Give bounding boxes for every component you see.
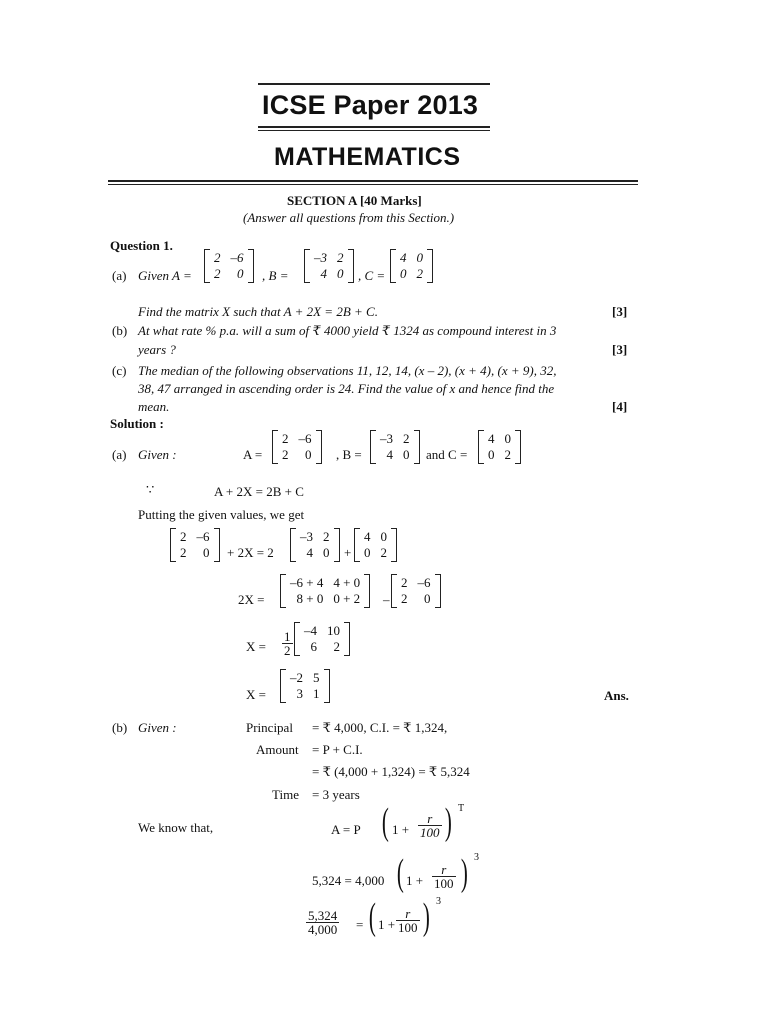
X-eq-1: X = — [246, 639, 266, 654]
question-label: Question 1. — [110, 238, 173, 253]
q-a-given: Given A = — [138, 268, 192, 283]
f2-lhs: 5,324 = 4,000 — [312, 873, 385, 888]
minus-sign: – — [383, 592, 390, 607]
s-matrix-X: –2 5 3 1 — [280, 669, 330, 703]
q-c-eq: , C = — [358, 268, 386, 283]
s-a-A-eq: A = — [243, 447, 263, 462]
q-matrix-A: 2 –6 2 0 — [204, 249, 254, 283]
f2-one-plus: 1 + — [406, 873, 424, 888]
f3-den: 4,000 — [308, 922, 338, 937]
f1-open-paren: ( — [381, 801, 389, 843]
principal-label: Principal — [246, 720, 293, 735]
f1-r: r — [418, 812, 442, 826]
subject-title: MATHEMATICS — [274, 143, 461, 171]
half-num: 1 — [284, 629, 291, 644]
f2-r: r — [432, 863, 456, 877]
q-b-eq: , B = — [262, 268, 289, 283]
s-matrix-A: 2 –6 2 0 — [272, 430, 322, 464]
s-a-B-eq: , B = — [336, 447, 362, 462]
f3-r: r — [396, 907, 420, 921]
header-rule-mid2 — [258, 130, 490, 131]
f1-close-paren: ) — [444, 801, 452, 843]
s-a-given: Given : — [138, 447, 177, 462]
f1-frac — [418, 812, 442, 839]
because-symbol: ∵ — [146, 482, 155, 497]
s-a-and-C: and C = — [426, 447, 468, 462]
time-label: Time — [272, 787, 299, 802]
amount-value-2: = ₹ (4,000 + 1,324) = ₹ 5,324 — [312, 764, 470, 779]
putting-text: Putting the given values, we get — [138, 507, 305, 522]
half-den: 2 — [284, 643, 291, 658]
header-rule-mid — [258, 126, 490, 128]
s-matrix-C: 4 0 0 2 — [478, 430, 521, 464]
q-b-text-1: At what rate % p.a. will a sum of ₹ 4000 yield ₹ 1324 as compound interest in 3 — [138, 323, 557, 338]
f3-100: 100 — [398, 920, 418, 935]
q-c-text-1: The median of the following observations 11, 12, 14, (x – 2), (x + 4), (x + 9), 32, — [138, 363, 557, 378]
s2-matrix-C: 4 0 0 2 — [354, 528, 397, 562]
header-rule-wide — [108, 180, 638, 182]
we-know: We know that, — [138, 820, 214, 835]
f2-close-paren: ) — [460, 852, 468, 894]
plus-sign: + — [344, 545, 352, 560]
s3-matrix-A: 2 –6 2 0 — [391, 574, 441, 608]
answer-marker: Ans. — [604, 688, 629, 703]
f1-100: 100 — [420, 825, 440, 840]
section-instruction: (Answer all questions from this Section.) — [243, 210, 455, 225]
f1-one-plus: 1 + — [392, 822, 410, 837]
f2-open-paren: ( — [396, 852, 404, 894]
f3-one-plus: 1 + — [378, 917, 396, 932]
f2-frac — [432, 863, 456, 890]
q-c-text-2: 38, 47 arranged in ascending order is 24. Find the value of x and hence find the — [138, 381, 555, 396]
plus-2x-eq: + 2X = 2 — [227, 545, 274, 560]
s2-matrix-B: –3 2 4 0 — [290, 528, 340, 562]
f3-frac — [396, 907, 420, 934]
q-b-text-2: years ? — [138, 342, 176, 357]
q-a-task: Find the matrix X such that A + 2X = 2B + C. — [138, 304, 378, 319]
half-fraction — [282, 630, 293, 657]
q-c-marks: [4] — [612, 399, 628, 414]
eq-main: A + 2X = 2B + C — [214, 484, 304, 499]
paper-title: ICSE Paper 2013 — [262, 90, 479, 120]
q-a-marks: [3] — [612, 304, 628, 319]
q-b-label: (b) — [112, 323, 128, 338]
s2-matrix-A: 2 –6 2 0 — [170, 528, 220, 562]
time-value: = 3 years — [312, 787, 360, 802]
section-heading: SECTION A [40 Marks] — [287, 193, 422, 208]
X-eq-2: X = — [246, 687, 266, 702]
amount-value: = P + C.I. — [312, 742, 363, 757]
header-rule-top — [258, 83, 490, 85]
s-matrix-B: –3 2 4 0 — [370, 430, 420, 464]
f3-eq: = — [356, 917, 364, 932]
s-matrix-half: –4 10 6 2 — [294, 622, 350, 656]
f3-close-paren: ) — [422, 896, 430, 938]
q-a-label: (a) — [112, 268, 127, 283]
solution-label: Solution : — [110, 416, 164, 431]
q-c-label: (c) — [112, 363, 127, 378]
header-rule-wide2 — [108, 184, 638, 185]
q-c-text-3: mean. — [138, 399, 170, 414]
q-matrix-B: –3 2 4 0 — [304, 249, 354, 283]
f1-exponent: T — [458, 803, 465, 814]
s-a-label: (a) — [112, 447, 127, 462]
s-matrix-sum: –6 + 4 4 + 0 8 + 0 0 + 2 — [280, 574, 370, 608]
s-b-given: Given : — [138, 720, 177, 735]
f2-100: 100 — [434, 876, 454, 891]
s-b-label: (b) — [112, 720, 128, 735]
f3-num: 5,324 — [308, 908, 338, 923]
f3-exponent: 3 — [436, 896, 441, 907]
principal-value: = ₹ 4,000, C.I. = ₹ 1,324, — [312, 720, 448, 735]
f3-open-paren: ( — [368, 896, 376, 938]
q-b-marks: [3] — [612, 342, 628, 357]
f2-exponent: 3 — [474, 852, 479, 863]
amount-label: Amount — [256, 742, 299, 757]
f1-lhs: A = P — [331, 822, 361, 837]
f3-fraction — [306, 909, 339, 936]
twoX-eq: 2X = — [238, 592, 265, 607]
q-matrix-C: 4 0 0 2 — [390, 249, 433, 283]
